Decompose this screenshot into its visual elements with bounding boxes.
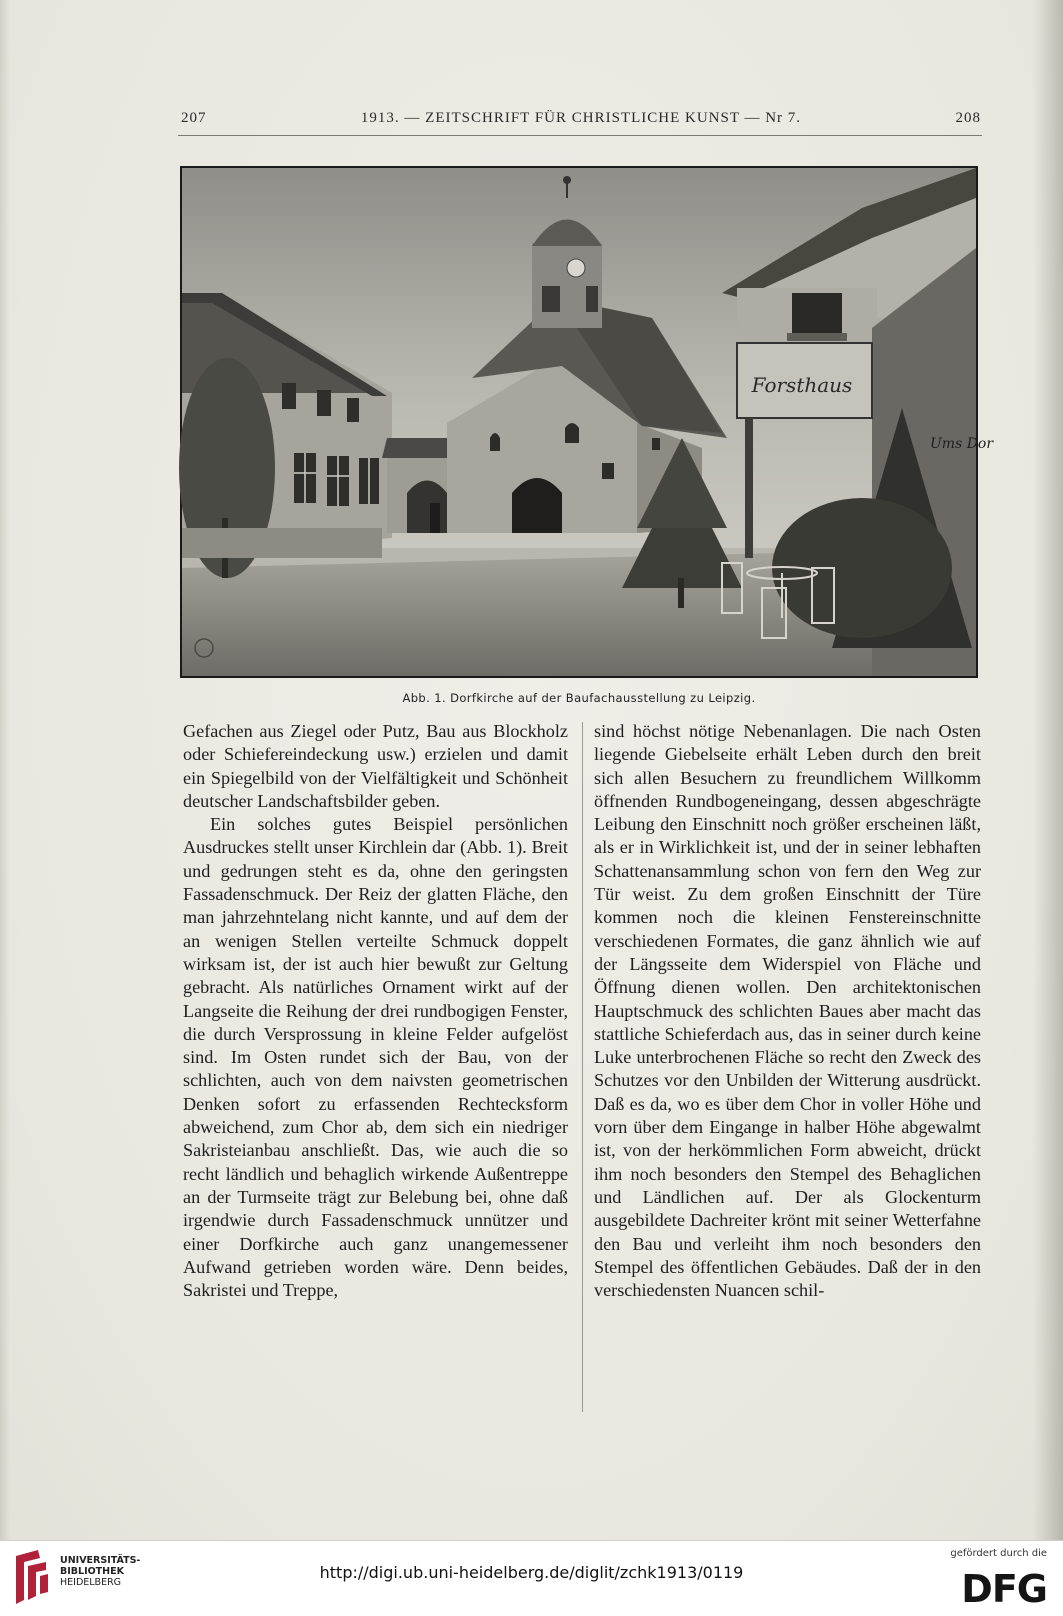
paragraph: sind höchst nötige Nebenanlagen. Die nach Osten liegende Giebelseite erhält Leben durch den breit sich allen Besuchern zu freundlichem Willkomm öffnenden Rundbogeneingang, dessen abgeschrägte Leibung den Einschnitt noch größer erscheinen läßt, als er in Wirklichkeit ist, und der in seiner lebhaften Schattenansammlung schon von fern den Weg zur Tür weist. Zu dem großen Einschnitt der Türe kommen noch die kleinen Fenstereinschnitte verschiedenen Formates, die ganz ähnlich wie auf der Längsseite dem Widerspiel von Fläche und Öffnung dienen wollen. Den architektonischen Hauptschmuck des schlichten Baues aber macht das stattliche Schieferdach aus, das in seiner durch keine Luke unterbrochenen Fläche so recht den Zweck des Schutzes vor den Unbilden der Witterung ausdrückt. Daß es da, wo es über dem Chor in voller Höhe und vorn über dem Eingange in halber Höhe abgewalmt ist, von der herkömmlichen Form abweicht, drückt ihm noch besonders den Stempel des Behaglichen und Ländlichen auf. Der als Glockenturm ausgebildete Dachreiter krönt mit seiner Wetterfahne den Bau und verleiht ihm noch besonders den Stempel des öffentlichen Gebäudes. Daß der in den verschiedensten Nuancen schil- <box>594 721 981 1301</box>
binding-shadow <box>1033 0 1063 1540</box>
page-number-right: 208 <box>955 110 981 126</box>
column-divider <box>582 722 583 1412</box>
village-church-photo <box>182 168 994 676</box>
text-column-right <box>594 720 981 1302</box>
running-head <box>181 110 981 134</box>
library-line-1: UNIVERSITÄTS- <box>60 1555 141 1566</box>
permalink-url[interactable]: http://digi.ub.uni-heidelberg.de/diglit/zchk1913/0119 <box>319 1563 744 1582</box>
page-number-left: 207 <box>181 110 207 126</box>
paragraph: Gefachen aus Ziegel oder Putz, Bau aus Blockholz oder Schiefereindeckung usw.) erzielen und damit ein Spiegelbild von der Vielfältigkeit und Schönheit deutscher Landschaftsbilder geben. <box>183 721 568 811</box>
figure-photo <box>180 166 994 678</box>
sign-right: Ums Dor <box>930 436 994 452</box>
header-rule <box>178 135 982 136</box>
library-line-2: BIBLIOTHEK <box>60 1566 124 1577</box>
figure-caption: Abb. 1. Dorfkirche auf der Baufachausstellung zu Leipzig. <box>402 691 756 705</box>
dfg-logo: DFG <box>961 1567 1047 1611</box>
paragraph: Ein solches gutes Beispiel persönlichen Ausdruckes stellt unser Kirchlein dar (Abb. 1). Breit und gedrungen steht es da, ohne den geringsten Fassadenschmuck. Der Reiz der glatten Fläche, den man jahrzehntelang nicht kannte, und auf dem der an wenigen Stellen verteilte Schmuck doppelt wirksam ist, der ist auch hier bewußt zur Geltung gebracht. Als natürliches Ornament wirkt auf der Langseite die Reihung der drei rundbogigen Fenster, die durch Versprossung in kleine Felder aufgelöst sind. Im Osten rundet sich der Bau, von der schlichten, auch von dem naivsten geometrischen Denken sofort zu erfassenden Rechtecksform abweichend, zum Chor ab, dem sich ein niedriger Sakristeianbau anschließt. Das, wie auch die so recht ländlich und behaglich wirkende Außentreppe an der Turmseite trägt zur Belebung bei, ohne daß irgendwie durch Fassadenschmuck unnützer und einer Dorfkirche auch ganz unangemessener Aufwand getrieben worden wäre. Denn beides, Sakristei und Treppe, <box>183 814 568 1301</box>
sign-forsthaus: Forsthaus <box>751 373 853 397</box>
page-edge-shadow <box>0 0 10 1540</box>
text-column-left <box>183 720 568 1302</box>
library-line-3: HEIDELBERG <box>60 1577 122 1588</box>
funding-label: gefördert durch die <box>950 1548 1047 1559</box>
journal-title: 1913. — ZEITSCHRIFT FÜR CHRISTLICHE KUNST — Nr 7. <box>360 110 802 126</box>
